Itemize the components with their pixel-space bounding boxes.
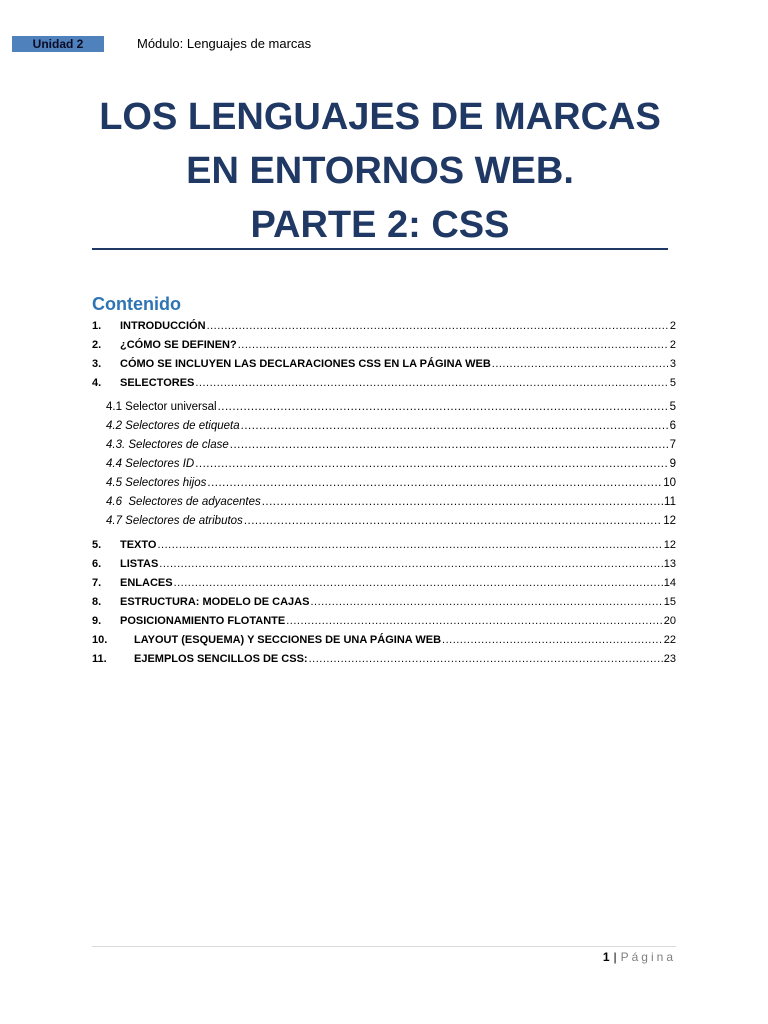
document-title xyxy=(92,90,668,252)
toc-leader-dots xyxy=(230,436,669,455)
toc-entry-label: ENLACES xyxy=(120,577,173,589)
toc-leader-dots xyxy=(286,612,663,631)
page-footer xyxy=(603,949,676,965)
toc-entry-number: 8. xyxy=(92,596,102,608)
toc-leader-dots xyxy=(309,650,663,669)
toc-entry-page: 2 xyxy=(669,320,676,332)
toc-entry-number: 1. xyxy=(92,320,102,332)
toc-leader-dots xyxy=(159,555,662,574)
toc-entry-label: EJEMPLOS SENCILLOS DE CSS: xyxy=(134,653,308,665)
toc-leader-dots xyxy=(244,512,662,531)
toc-heading: Contenido xyxy=(92,294,181,314)
toc-leader-dots xyxy=(207,474,662,493)
title-line-1: LOS LENGUAJES DE MARCAS xyxy=(99,96,661,138)
toc-entry-label: 4.6 Selectores de adyacentes xyxy=(106,496,261,508)
toc-entry-estructura[interactable] xyxy=(92,593,676,612)
toc-entry-page: 10 xyxy=(663,477,676,489)
toc-entry-como-se-definen[interactable] xyxy=(92,336,676,355)
toc-entry-label: LISTAS xyxy=(120,558,159,570)
page-word: Página xyxy=(620,950,676,964)
footer-divider xyxy=(92,946,676,947)
toc-entry-label: 4.2 Selectores de etiqueta xyxy=(106,420,240,432)
unit-badge: Unidad 2 xyxy=(12,36,104,52)
page-header xyxy=(12,36,712,54)
toc-entry-page: 22 xyxy=(663,634,676,646)
toc-subentry-selectores-clase[interactable] xyxy=(106,436,676,455)
toc-entry-label: ¿CÓMO SE DEFINEN? xyxy=(120,339,237,351)
toc-entry-page: 6 xyxy=(669,420,676,432)
toc-entry-page: 3 xyxy=(669,358,676,370)
toc-entry-page: 20 xyxy=(663,615,676,627)
title-divider xyxy=(92,248,668,250)
toc-entry-number: 2. xyxy=(92,339,102,351)
toc-entry-number: 4. xyxy=(92,377,102,389)
toc-entry-page: 5 xyxy=(669,401,676,413)
toc-leader-dots xyxy=(207,317,669,336)
toc-entry-page: 12 xyxy=(663,539,676,551)
toc-entry-ejemplos[interactable] xyxy=(92,650,676,669)
toc-entry-number: 7. xyxy=(92,577,102,589)
toc-leader-dots xyxy=(241,417,669,436)
module-label: Módulo: Lenguajes de marcas xyxy=(137,36,312,51)
toc-leader-dots xyxy=(238,336,669,355)
toc-entry-label: TEXTO xyxy=(120,539,157,551)
toc-subentry-selectores-atributos[interactable] xyxy=(106,512,676,531)
toc-entry-label: ESTRUCTURA: MODELO DE CAJAS xyxy=(120,596,310,608)
toc-subentry-selectores-id[interactable] xyxy=(106,455,676,474)
toc-entry-label: 4.1 Selector universal xyxy=(106,401,217,413)
toc-subentry-selector-universal[interactable] xyxy=(106,398,676,417)
toc-entry-introduccion[interactable] xyxy=(92,317,676,336)
toc-entry-number: 11. xyxy=(92,653,107,665)
toc-entry-number: 9. xyxy=(92,615,102,627)
toc-entry-page: 11 xyxy=(664,496,676,508)
toc-entry-page: 2 xyxy=(669,339,676,351)
toc-leader-dots xyxy=(174,574,663,593)
toc-entry-number: 3. xyxy=(92,358,102,370)
toc-entry-label: POSICIONAMIENTO FLOTANTE xyxy=(120,615,286,627)
toc-entry-number: 10. xyxy=(92,634,108,646)
toc-entry-label: 4.7 Selectores de atributos xyxy=(106,515,243,527)
toc-entry-page: 23 xyxy=(663,653,676,665)
toc-leader-dots xyxy=(195,374,669,393)
toc-entry-page: 14 xyxy=(663,577,676,589)
toc-leader-dots xyxy=(310,593,662,612)
toc-entry-posicionamiento[interactable] xyxy=(92,612,676,631)
toc-entry-page: 15 xyxy=(663,596,676,608)
title-line-3: PARTE 2: CSS xyxy=(250,204,510,246)
toc-entry-number: 6. xyxy=(92,558,102,570)
toc-leader-dots xyxy=(195,455,668,474)
toc-subentry-selectores-etiqueta[interactable] xyxy=(106,417,676,436)
toc-leader-dots xyxy=(492,355,669,374)
page-number: 1 xyxy=(602,950,610,964)
toc-entry-label: INTRODUCCIÓN xyxy=(120,320,206,332)
toc-leader-dots xyxy=(218,398,669,417)
toc-entry-label: 4.3. Selectores de clase xyxy=(106,439,229,451)
toc-entry-page: 12 xyxy=(663,515,676,527)
toc-entry-label: 4.4 Selectores ID xyxy=(106,458,195,470)
toc-entry-label: 4.5 Selectores hijos xyxy=(106,477,207,489)
toc-leader-dots xyxy=(442,631,663,650)
toc-entry-texto[interactable] xyxy=(92,536,676,555)
toc-entry-page: 5 xyxy=(669,377,676,389)
toc-entry-page: 7 xyxy=(669,439,676,451)
title-line-2: EN ENTORNOS WEB. xyxy=(186,150,574,192)
toc-entry-enlaces[interactable] xyxy=(92,574,676,593)
toc-subentry-selectores-adyacentes[interactable] xyxy=(106,493,676,512)
toc-entry-selectores[interactable] xyxy=(92,374,676,393)
toc-entry-page: 9 xyxy=(669,458,676,470)
toc-entry-listas[interactable] xyxy=(92,555,676,574)
toc-entry-label: SELECTORES xyxy=(120,377,195,389)
toc-entry-label: CÓMO SE INCLUYEN LAS DECLARACIONES CSS EN LA PÁGINA WEB xyxy=(120,358,491,370)
toc-entry-number: 5. xyxy=(92,539,102,551)
toc-entry-layout[interactable] xyxy=(92,631,676,650)
toc-subentry-selectores-hijos[interactable] xyxy=(106,474,676,493)
toc-entry-como-se-incluyen[interactable] xyxy=(92,355,676,374)
toc-entry-label: LAYOUT (ESQUEMA) Y SECCIONES DE UNA PÁGINA WEB xyxy=(134,634,442,646)
toc-leader-dots xyxy=(157,536,662,555)
toc-entry-page: 13 xyxy=(663,558,676,570)
toc-leader-dots xyxy=(262,493,663,512)
footer-separator: | xyxy=(613,950,617,964)
